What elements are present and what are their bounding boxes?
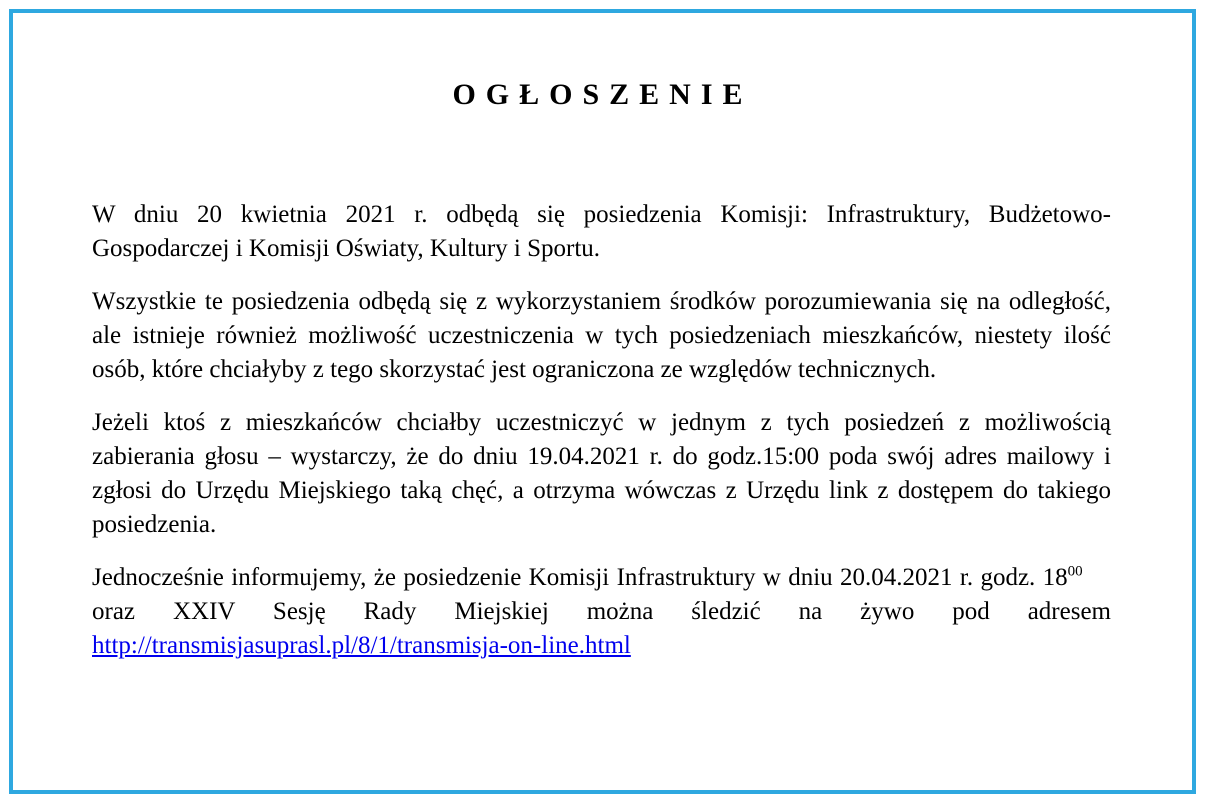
stream-info-text: Jednocześnie informujemy, że posiedzenie Komisji Infrastruktury w dniu 20.04.2021 r. godz. 18 xyxy=(92,564,1068,591)
announcement-body xyxy=(92,198,1111,682)
paragraph-participation: Jeżeli ktoś z mieszkańców chciałby uczestniczyć w jednym z tych posiedzeń z możliwością zabierania głosu – wystarczy, że do dniu 19.04.2021 r. do godz.15:00 poda swój adres mailowy i zgłosi do Urzędu Miejskiego taką chęć, a otrzyma wówczas z Urzędu link z dostępem do takiego posiedzenia. xyxy=(92,409,1111,538)
announcement-frame xyxy=(9,9,1196,794)
announcement-title: OGŁOSZENIE xyxy=(452,78,753,111)
stream-info-text-continued: oraz XXIV Sesję Rady Miejskiej można śledzić na żywo pod adresem xyxy=(92,564,1111,625)
paragraph-remote-meetings: Wszystkie te posiedzenia odbędą się z wykorzystaniem środków porozumiewania się na odległość, ale istnieje również możliwość uczestniczenia w tych posiedzeniach mieszkańców, niestety ilość osób, które chciałyby z tego skorzystać jest ograniczona ze względów technicznych. xyxy=(92,288,1111,383)
paragraph-stream-info xyxy=(92,561,1111,663)
paragraph-meeting-date: W dniu 20 kwietnia 2021 r. odbędą się posiedzenia Komisji: Infrastruktury, Budżetowo-Gospodarczej i Komisji Oświaty, Kultury i Sportu. xyxy=(92,201,1111,262)
stream-link[interactable]: http://transmisjasuprasl.pl/8/1/transmisja-on-line.html xyxy=(92,632,631,659)
time-superscript: 00 xyxy=(1067,563,1083,580)
